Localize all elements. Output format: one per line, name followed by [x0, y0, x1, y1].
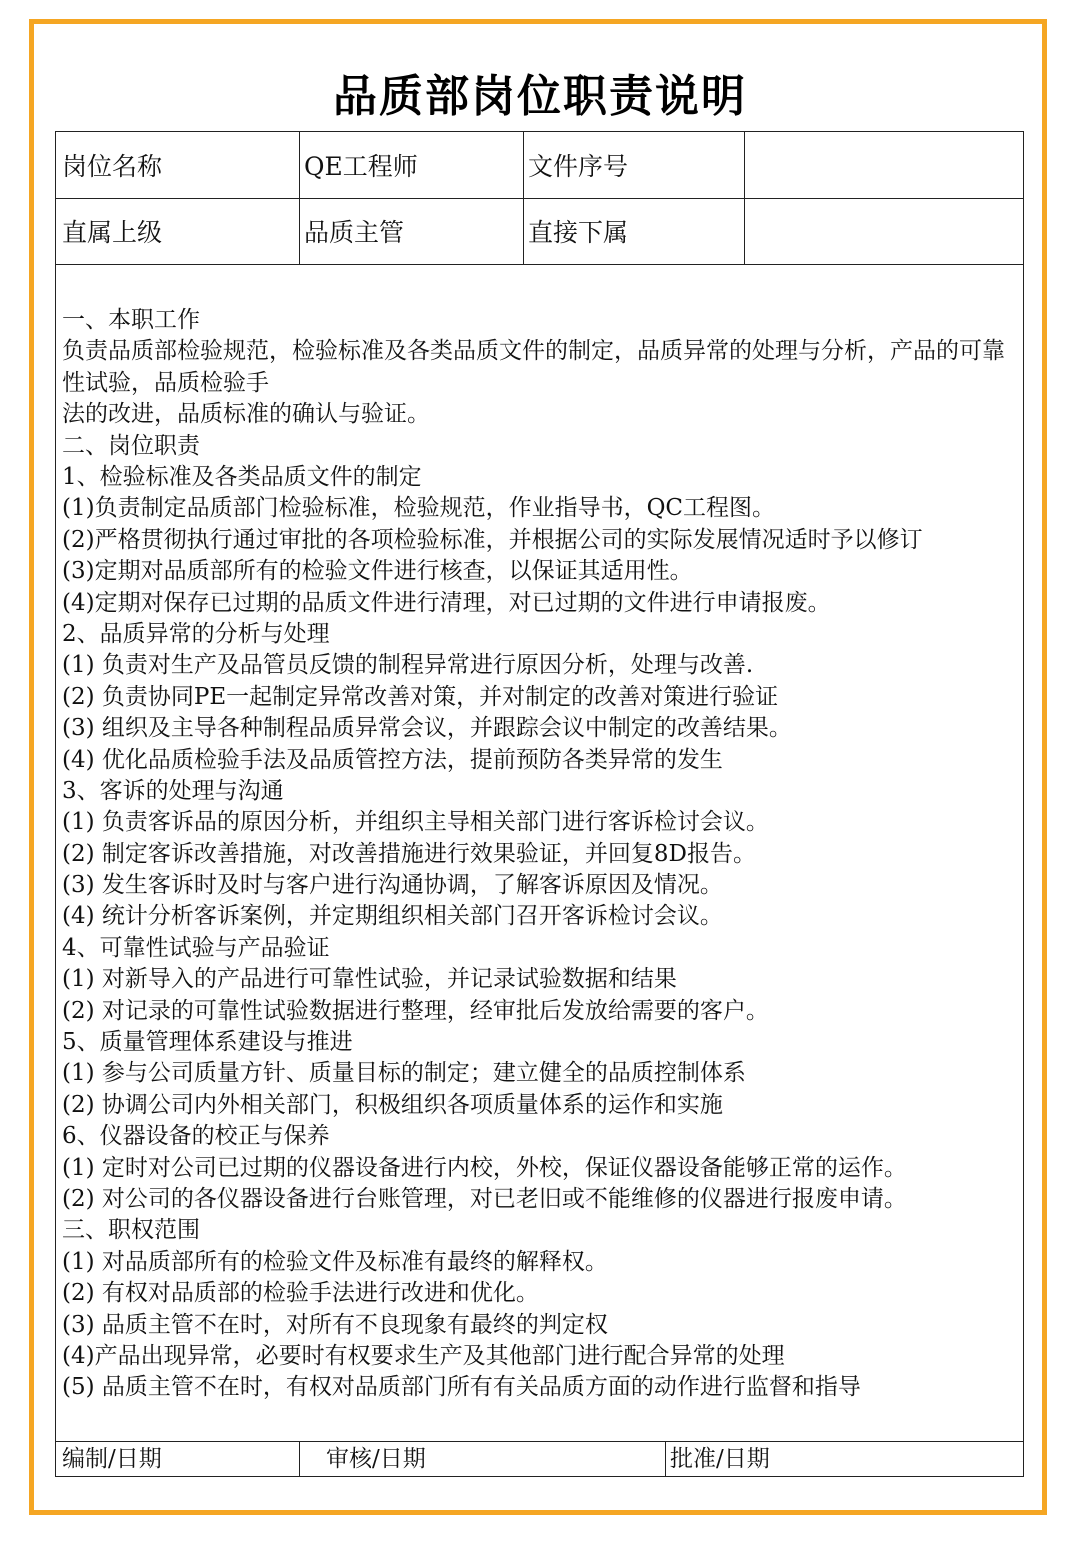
- header-col-divider-2: [523, 132, 524, 264]
- body-line: (3) 发生客诉时及时与客户进行沟通协调，了解客诉原因及情况。: [62, 872, 723, 899]
- body-line: 法的改进，品质标准的确认与验证。: [62, 401, 430, 428]
- footer-top-rule: [56, 1441, 1023, 1442]
- body-line: (4) 统计分析客诉案例，并定期组织相关部门召开客诉检讨会议。: [62, 903, 723, 930]
- body-line: (4)定期对保存已过期的品质文件进行清理，对已过期的文件进行申请报废。: [62, 589, 831, 616]
- body-line: (2)严格贯彻执行通过审批的各项检验标准，并根据公司的实际发展情况适时予以修订: [62, 526, 923, 553]
- body-line: (2) 有权对品质部的检验手法进行改进和优化。: [62, 1280, 539, 1307]
- approved-by-date-label: 批准/日期: [670, 1446, 770, 1472]
- body-line: (4) 优化品质检验手法及品质管控方法，提前预防各类异常的发生: [62, 746, 723, 773]
- header-row-divider: [56, 198, 1023, 199]
- body-line: (1) 定时对公司已过期的仪器设备进行内校，外校，保证仪器设备能够正常的运作。: [62, 1154, 907, 1181]
- body-line: (1) 负责客诉品的原因分析，并组织主导相关部门进行客诉检讨会议。: [62, 809, 769, 836]
- body-line: (4)产品出现异常，必要时有权要求生产及其他部门进行配合异常的处理: [62, 1342, 785, 1369]
- body-line: (2) 协调公司内外相关部门，积极组织各项质量体系的运作和实施: [62, 1091, 723, 1118]
- body-line: (2) 负责协同PE一起制定异常改善对策，并对制定的改善对策进行验证: [62, 683, 779, 710]
- body-line: (2) 对公司的各仪器设备进行台账管理，对已老旧或不能维修的仪器进行报废申请。: [62, 1185, 907, 1212]
- section-heading: 一、本职工作: [62, 307, 200, 333]
- subsection-heading: 4、可靠性试验与产品验证: [62, 934, 330, 961]
- body-line: (3) 品质主管不在时，对所有不良现象有最终的判定权: [62, 1311, 608, 1338]
- reviewed-by-date-label: 审核/日期: [326, 1446, 426, 1472]
- body-line: (2) 对记录的可靠性试验数据进行整理，经审批后发放给需要的客户。: [62, 997, 769, 1024]
- section-heading: 二、岗位职责: [62, 432, 200, 459]
- direct-superior-value: 品质主管: [304, 218, 405, 247]
- header-bottom-rule: [56, 264, 1023, 265]
- page-title: 品质部岗位职责说明: [333, 71, 747, 122]
- header-col-divider-3: [744, 132, 745, 264]
- body-line: (1) 对品质部所有的检验文件及标准有最终的解释权。: [62, 1248, 608, 1275]
- job-description-table: [55, 131, 1024, 1477]
- direct-subordinate-label: 直接下属: [528, 218, 629, 247]
- position-name-label: 岗位名称: [62, 152, 163, 181]
- body-line: (1) 对新导入的产品进行可靠性试验，并记录试验数据和结果: [62, 966, 677, 993]
- subsection-heading: 5、质量管理体系建设与推进: [62, 1029, 353, 1056]
- subsection-heading: 1、检验标准及各类品质文件的制定: [62, 463, 422, 490]
- responsibilities-body: [62, 305, 1017, 1404]
- body-line: (5) 品质主管不在时，有权对品质部门所有有关品质方面的动作进行监督和指导: [62, 1374, 861, 1401]
- position-name-value: QE工程师: [304, 152, 418, 181]
- subsection-heading: 6、仪器设备的校正与保养: [62, 1123, 330, 1150]
- body-line: (1) 负责对生产及品管员反馈的制程异常进行原因分析，处理与改善.: [62, 652, 754, 679]
- body-line: (1)负责制定品质部门检验标准，检验规范，作业指导书，QC工程图。: [62, 495, 776, 522]
- footer-col-divider-1: [299, 1441, 300, 1476]
- subsection-heading: 3、客诉的处理与沟通: [62, 777, 284, 804]
- header-col-divider-1: [299, 132, 300, 264]
- document-number-label: 文件序号: [528, 152, 629, 181]
- body-line: (2) 制定客诉改善措施，对改善措施进行效果验证，并回复8D报告。: [62, 840, 756, 867]
- section-heading: 三、职权范围: [62, 1217, 200, 1244]
- body-line: (1) 参与公司质量方针、质量目标的制定；建立健全的品质控制体系: [62, 1060, 746, 1087]
- body-line: (3)定期对品质部所有的检验文件进行核查，以保证其适用性。: [62, 558, 693, 585]
- footer-col-divider-2: [665, 1441, 666, 1476]
- prepared-by-date-label: 编制/日期: [62, 1446, 162, 1472]
- subsection-heading: 2、品质异常的分析与处理: [62, 620, 330, 647]
- body-line: (3) 组织及主导各种制程品质异常会议，并跟踪会议中制定的改善结果。: [62, 715, 792, 742]
- direct-superior-label: 直属上级: [62, 218, 163, 247]
- body-line: 负责品质部检验规范，检验标准及各类品质文件的制定，品质异常的处理与分析，产品的可靠性试验，品质检验手: [62, 338, 1005, 396]
